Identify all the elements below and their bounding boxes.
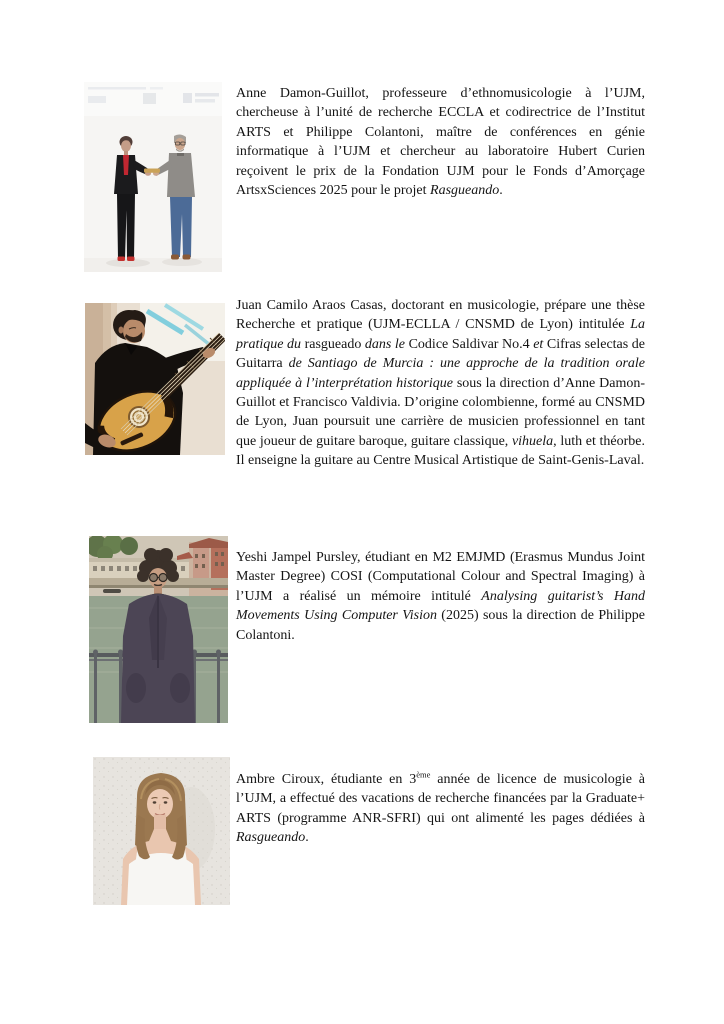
award-ceremony-image: [84, 82, 222, 272]
photo-baroque-guitarist: [85, 303, 225, 455]
photo-award-ceremony: [84, 82, 222, 272]
paragraph-anne-philippe: Anne Damon-Guillot, professeure d’ethnomusicologie à l’UJM, chercheuse à l’unité de recherche ECCLA et codirectrice de l’Institut ARTS et Philippe Colantoni, maître de conférences en génie informatique à l’UJM et chercheur au laboratoire Hubert Curien reçoivent le prix de la Fondation UJM pour le Fonds d’Amorçage ArtsxSciences 2025 pour le projet Rasgueando.: [236, 86, 645, 199]
riverside-portrait-image: [89, 536, 228, 723]
paragraph-ambre: Ambre Ciroux, étudiante en 3ème année de licence de musicologie à l’UJM, a effectué des vacations de recherche financées par la Graduate+ ARTS (programme ANR-SFRI) qui ont alimenté les pages dédiées à Rasgueando.: [236, 769, 645, 846]
paragraph-juan-camilo: Juan Camilo Araos Casas, doctorant en musicologie, prépare une thèse Recherche et pratique (UJM-ECLLA / CNSMD de Lyon) intitulée La pratique du rasgueado dans le Codice Saldivar No.4 et Cifras selectas de Guitarra de Santiago de Murcia : une approche de la tradition orale appliquée à l’interprétation historique sous la direction d’Anne Damon-Guillot et Francisco Valdivia. D’origine colombienne, formé au CNSMD de Lyon, Juan poursuit une carrière de musicien professionnel en tant que joueur de guitare baroque, guitare classique, vihuela, luth et théorbe. Il enseigne la guitare au Centre Musical Artistique de Saint-Genis-Laval.: [236, 298, 646, 469]
paragraph-yeshi: Yeshi Jampel Pursley, étudiant en M2 EMJMD (Erasmus Mundus Joint Master Degree) COSI (Computational Colour and Spectral Imaging) à l’UJM a réalisé un mémoire intitulé Analysing guitarist’s Hand Movements Using Computer Vision (2025) sous la direction de Philippe Colantoni.: [236, 550, 645, 643]
photo-ambre-portrait: [93, 757, 230, 905]
portrait-image: [93, 757, 230, 905]
photo-yeshi-riverside: [89, 536, 228, 723]
guitarist-image: [85, 303, 225, 455]
